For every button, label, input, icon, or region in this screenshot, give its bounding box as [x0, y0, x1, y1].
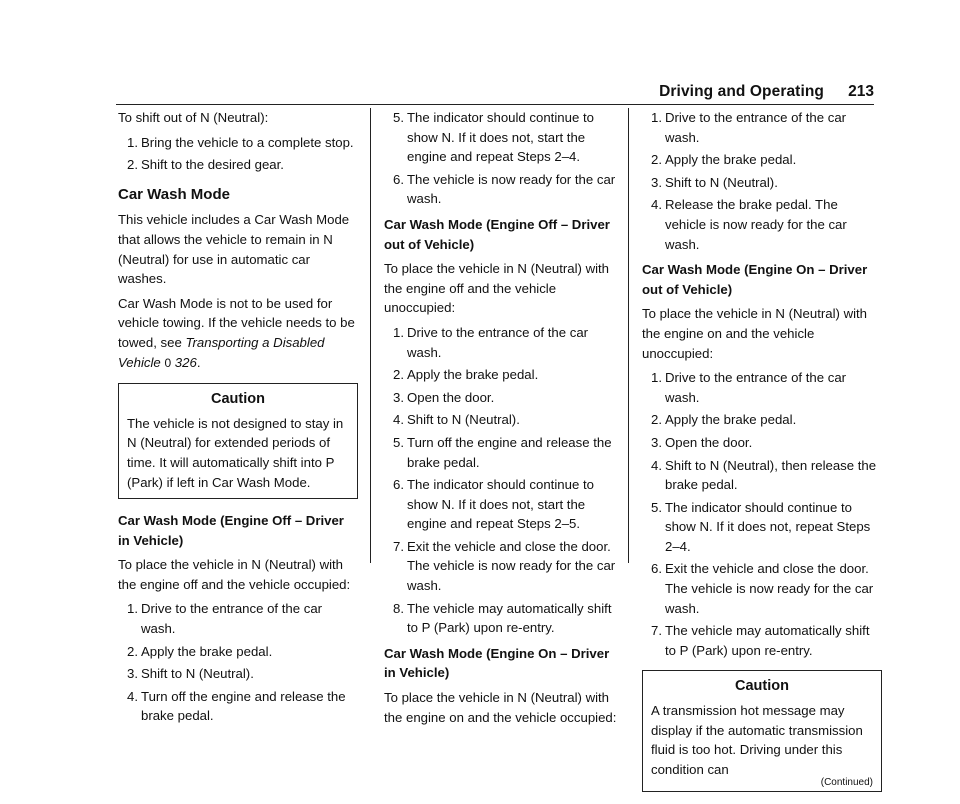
- step-number: 3 .: [648, 433, 662, 453]
- step-text: Shift to N (Neutral), then release the brake pedal.: [665, 457, 877, 493]
- step-item: [642, 173, 882, 193]
- engine-on-driver-in-steps: [642, 108, 882, 254]
- step-item: [384, 475, 624, 534]
- column-divider: [370, 108, 371, 563]
- shift-steps-list: [118, 133, 358, 175]
- step-number: 2 .: [648, 150, 662, 170]
- step-item: [384, 388, 624, 408]
- step-item: [642, 108, 882, 147]
- step-item: [384, 365, 624, 385]
- step-text: Release the brake pedal. The vehicle is now ready for the car wash.: [665, 197, 847, 252]
- step-text: Shift to N (Neutral).: [407, 412, 520, 428]
- engine-off-driver-out-heading: Car Wash Mode (Engine Off – Driver out of Vehicle): [384, 216, 610, 252]
- step-item: [118, 133, 358, 153]
- step-text: Turn off the engine and release the brake pedal.: [141, 688, 346, 724]
- page-number: 213: [848, 83, 874, 100]
- engine-on-driver-out-heading: Car Wash Mode (Engine On – Driver out of Vehicle): [642, 262, 868, 297]
- step-number: 7 .: [390, 537, 404, 557]
- step-number: 4 .: [648, 456, 662, 476]
- step-item: [384, 108, 624, 167]
- continued-label: (Continued): [820, 777, 873, 789]
- page-ref-icon: 0: [164, 355, 172, 370]
- period: .: [196, 354, 201, 370]
- page-ref-number[interactable]: 326: [174, 354, 197, 370]
- page-header: [0, 82, 960, 102]
- towing-text: Car Wash Mode is not to be used for vehicle towing. If the vehicle needs to be towed, see: [118, 295, 355, 350]
- step-text: Shift to the desired gear.: [141, 157, 284, 173]
- engine-on-driver-out-intro: To place the vehicle in N (Neutral) with the engine on and the vehicle unoccupied:: [642, 306, 868, 361]
- step-text: Drive to the entrance of the car wash.: [141, 601, 323, 637]
- step-item: [642, 433, 882, 453]
- step-text: The vehicle may automatically shift to P (Park) upon re-entry.: [665, 623, 870, 658]
- step-text: Apply the brake pedal.: [665, 412, 797, 428]
- step-item: [384, 537, 624, 596]
- step-text: Open the door.: [665, 434, 753, 450]
- step-item: [384, 410, 624, 430]
- towing-paragraph: [118, 294, 358, 373]
- column-1: [118, 108, 358, 730]
- engine-off-driver-out-intro: To place the vehicle in N (Neutral) with the engine off and the vehicle unoccupied:: [384, 261, 610, 316]
- step-item: [118, 664, 358, 684]
- step-number: 1 .: [648, 368, 662, 388]
- step-text: The indicator should continue to show N. If it does not, start the engine and repeat Steps 2–4.: [407, 110, 594, 165]
- step-number: 2 .: [390, 365, 404, 385]
- step-text: Drive to the entrance of the car wash.: [665, 370, 847, 405]
- transporting-disabled-vehicle-link[interactable]: Transporting a Disabled Vehicle: [118, 334, 325, 370]
- header-rule: [116, 104, 874, 105]
- step-number: 7 .: [648, 621, 662, 641]
- step-item: [642, 195, 882, 254]
- step-item: [642, 559, 882, 618]
- step-text: The indicator should continue to show N. If it does not, start the engine and repeat Steps 2–5.: [407, 477, 594, 532]
- step-text: Open the door.: [407, 389, 495, 405]
- step-text: The vehicle is now ready for the car wash.: [407, 171, 616, 207]
- step-item: [384, 599, 624, 638]
- step-item: [642, 410, 882, 430]
- step-number: 2 .: [124, 642, 138, 662]
- step-item: [118, 642, 358, 662]
- step-number: 6 .: [390, 170, 404, 190]
- step-item: [384, 433, 624, 472]
- step-text: Turn off the engine and release the brake pedal.: [407, 434, 612, 470]
- step-text: The vehicle may automatically shift to P (Park) upon re-entry.: [407, 600, 612, 636]
- caution-box: [118, 383, 358, 499]
- column-divider: [628, 108, 629, 563]
- step-number: 2 .: [124, 155, 138, 175]
- engine-off-driver-in-steps-cont: [384, 108, 624, 209]
- column-3: [642, 108, 882, 804]
- caution-title: Caution: [735, 678, 789, 695]
- step-text: Exit the vehicle and close the door. The vehicle is now ready for the car wash.: [665, 561, 874, 616]
- step-text: Drive to the entrance of the car wash.: [407, 324, 589, 360]
- step-text: Shift to N (Neutral).: [665, 174, 778, 190]
- column-2: [384, 108, 624, 732]
- caution-box: [642, 670, 882, 792]
- step-item: [642, 621, 882, 660]
- step-number: 4 .: [390, 410, 404, 430]
- step-number: 2 .: [648, 410, 662, 430]
- step-number: 4 .: [648, 195, 662, 215]
- step-item: [642, 150, 882, 170]
- step-text: Apply the brake pedal.: [665, 152, 797, 168]
- engine-off-driver-in-intro: To place the vehicle in N (Neutral) with the engine off and the vehicle occupied:: [118, 557, 351, 592]
- step-item: [642, 498, 882, 557]
- shift-out-intro: To shift out of N (Neutral):: [118, 110, 269, 125]
- engine-off-driver-out-steps: [384, 323, 624, 638]
- step-number: 3 .: [390, 388, 404, 408]
- caution-text: A transmission hot message may display if the automatic transmission fluid is too hot. Driving under this condition can: [651, 703, 863, 777]
- step-item: [118, 687, 358, 726]
- step-text: Apply the brake pedal.: [141, 643, 273, 659]
- step-item: [642, 456, 882, 495]
- step-number: 1 .: [648, 108, 662, 128]
- step-item: [118, 155, 358, 175]
- step-item: [384, 323, 624, 362]
- engine-off-driver-in-steps: [118, 599, 358, 726]
- step-number: 1 .: [124, 599, 138, 619]
- step-text: Drive to the entrance of the car wash.: [665, 110, 847, 145]
- step-number: 1 .: [124, 133, 138, 153]
- step-item: [384, 170, 624, 209]
- step-number: 3 .: [124, 664, 138, 684]
- caution-text: The vehicle is not designed to stay in N (Neutral) for extended periods of time. It will automatically shift into P (Park) if left in Car Wash Mode.: [127, 415, 344, 490]
- step-number: 5 .: [390, 108, 404, 128]
- engine-on-driver-in-intro: To place the vehicle in N (Neutral) with the engine on and the vehicle occupied:: [384, 690, 617, 725]
- step-number: 5 .: [390, 433, 404, 453]
- engine-off-driver-in-heading: Car Wash Mode (Engine Off – Driver in Vehicle): [118, 513, 344, 548]
- engine-on-driver-out-steps: [642, 368, 882, 660]
- step-number: 3 .: [648, 173, 662, 193]
- car-wash-mode-heading: Car Wash Mode: [118, 185, 230, 203]
- caution-title: Caution: [211, 391, 265, 408]
- step-number: 6 .: [390, 475, 404, 495]
- car-wash-mode-paragraph: This vehicle includes a Car Wash Mode that allows the vehicle to remain in N (Neutral) for use in automatic car washes.: [118, 212, 350, 287]
- step-number: 8 .: [390, 599, 404, 619]
- step-number: 6 .: [648, 559, 662, 579]
- step-text: Apply the brake pedal.: [407, 367, 539, 383]
- step-item: [118, 599, 358, 638]
- step-text: Exit the vehicle and close the door. The vehicle is now ready for the car wash.: [407, 538, 616, 594]
- step-number: 4 .: [124, 687, 138, 707]
- section-title: Driving and Operating: [659, 83, 824, 100]
- step-text: The indicator should continue to show N. If it does not, repeat Steps 2–4.: [665, 499, 871, 554]
- engine-on-driver-in-heading: Car Wash Mode (Engine On – Driver in Vehicle): [384, 645, 610, 681]
- step-number: 5 .: [648, 498, 662, 518]
- step-text: Bring the vehicle to a complete stop.: [141, 134, 354, 150]
- step-number: 1 .: [390, 323, 404, 343]
- step-item: [642, 368, 882, 407]
- step-text: Shift to N (Neutral).: [141, 666, 254, 682]
